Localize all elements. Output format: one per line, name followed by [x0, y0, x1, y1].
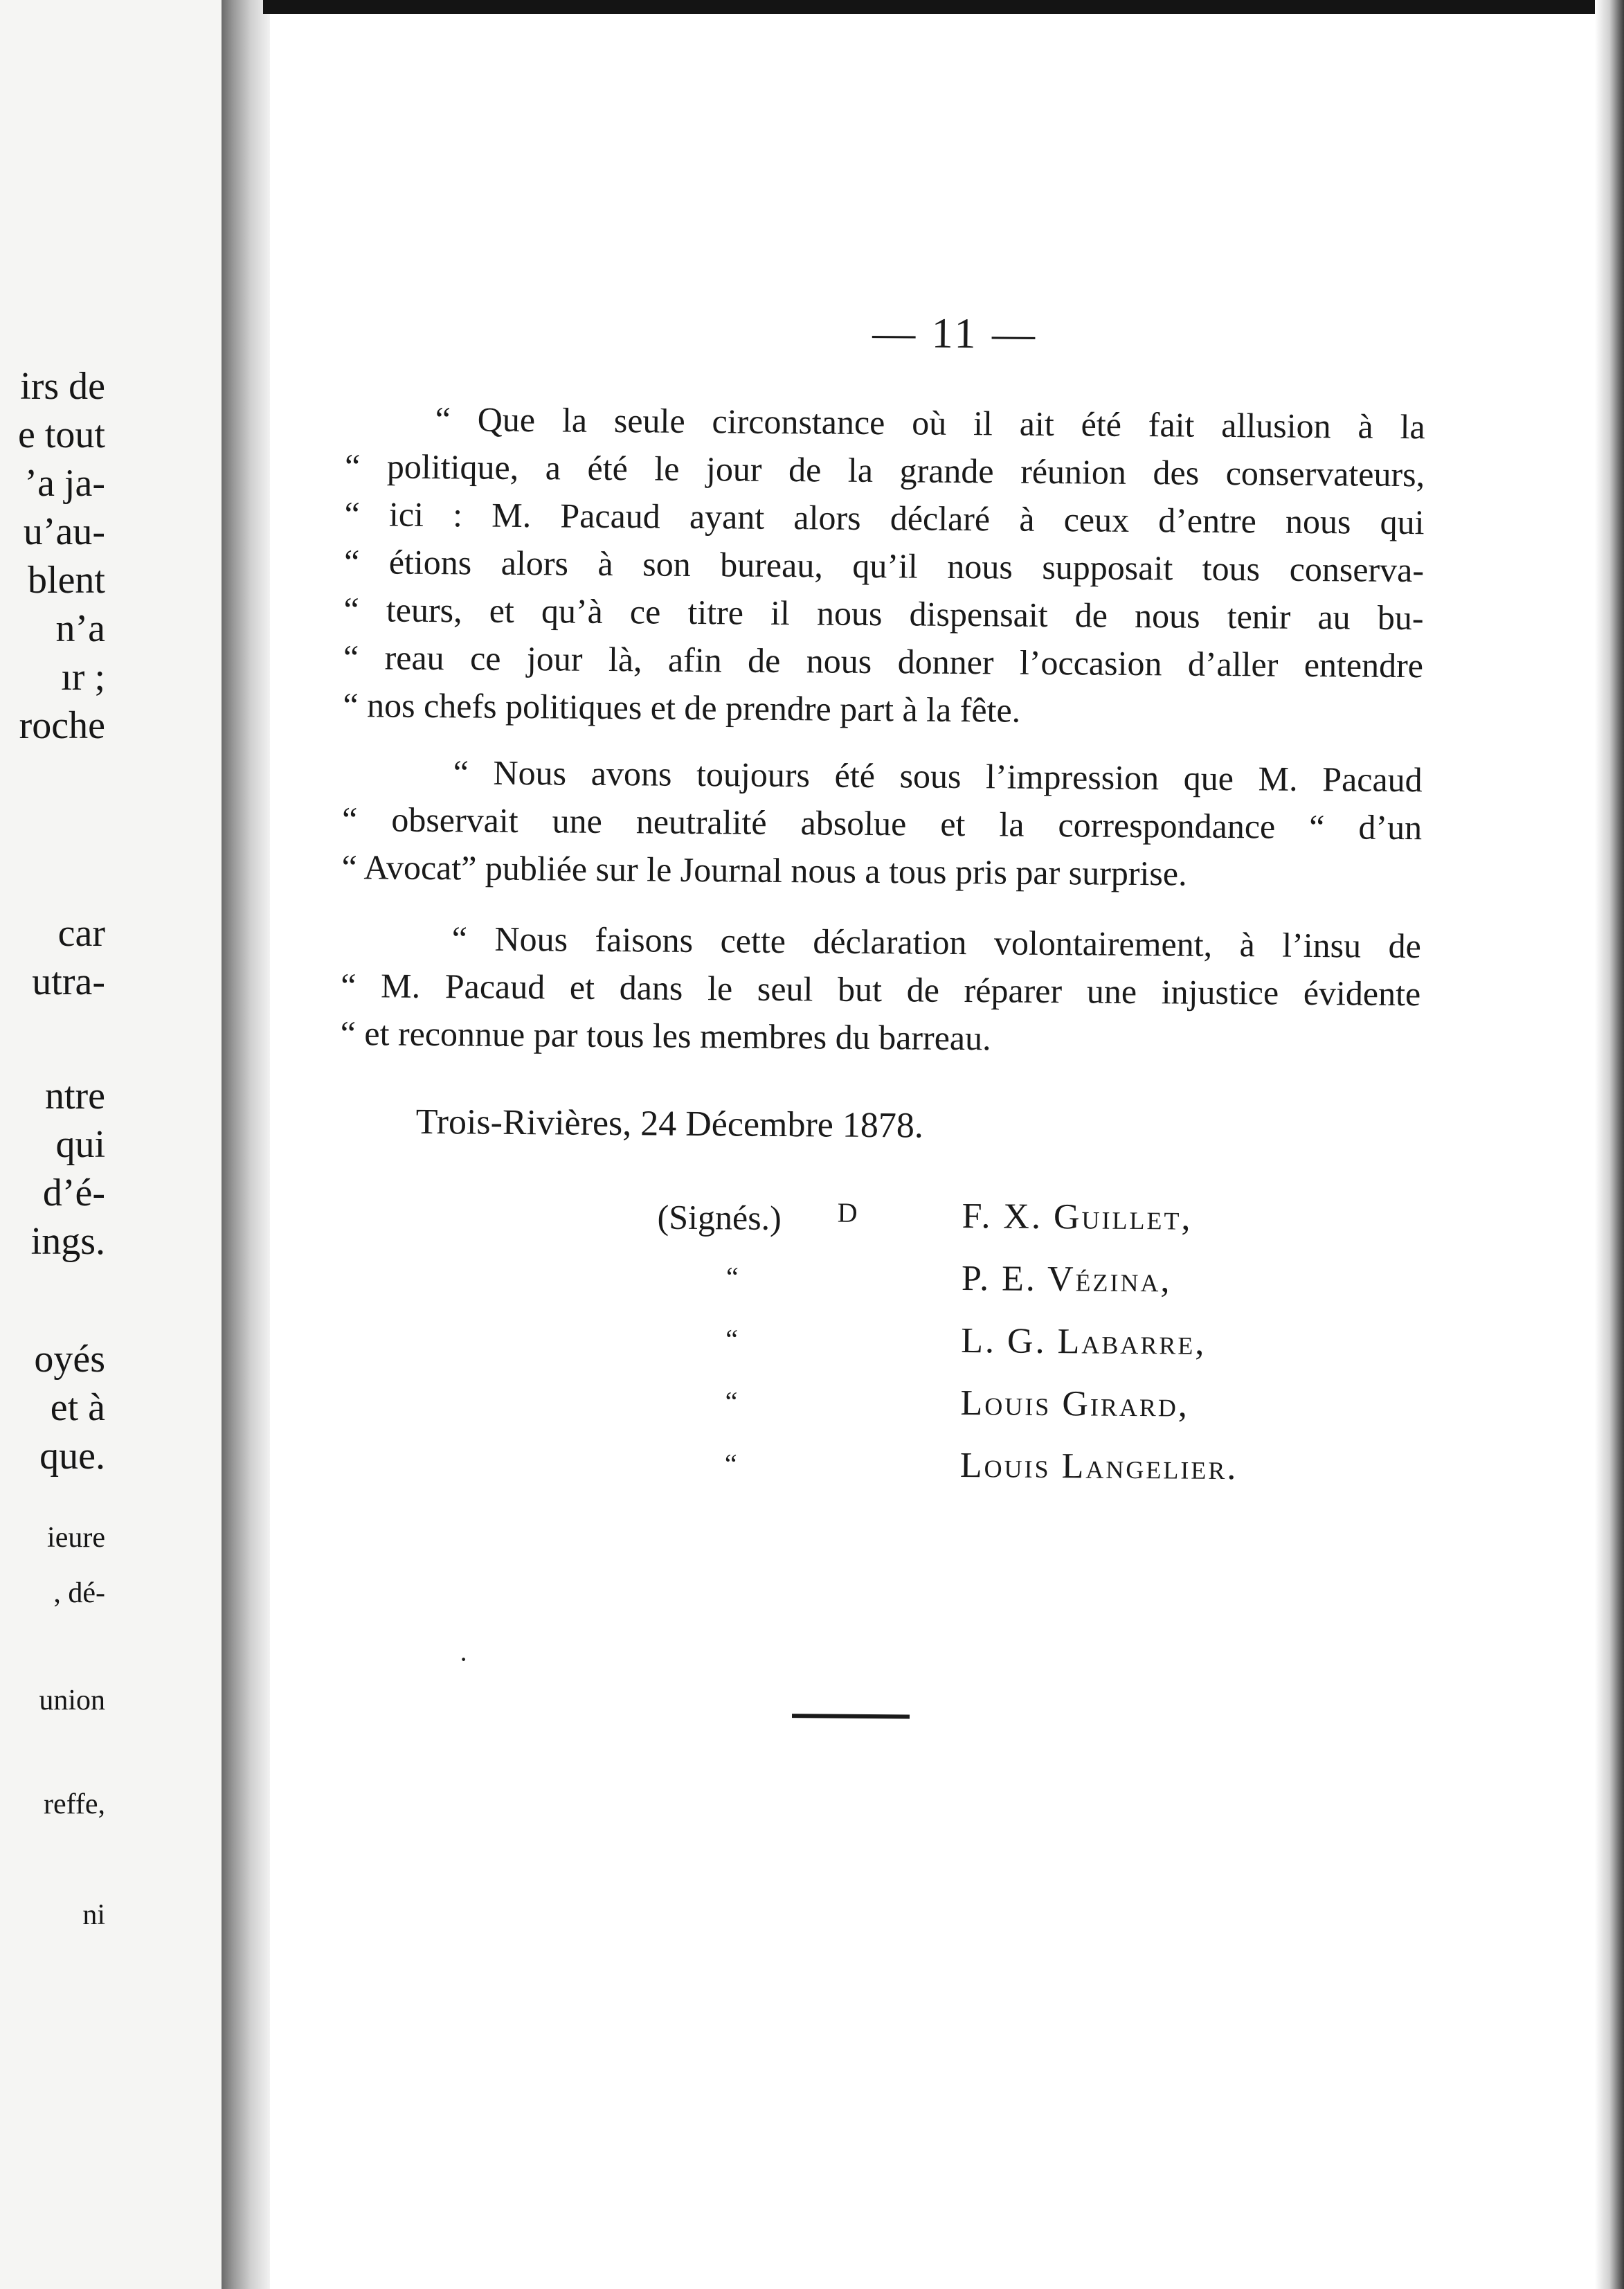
text-line: “ politique, a été le jour de la grande réunion des conservateurs, — [344, 446, 1425, 494]
facing-page-text: et à — [50, 1386, 105, 1429]
facing-page-text: utra- — [32, 960, 105, 1003]
page-right-edge — [1595, 0, 1624, 2289]
signature-row — [339, 1191, 1419, 1255]
facing-page-text: oyés — [34, 1338, 105, 1381]
facing-page-text: roche — [19, 704, 105, 747]
facing-page-text: ieure — [47, 1522, 105, 1554]
text-line: “ Nous avons toujours été sous l’impression que M. Pacaud — [453, 753, 1423, 800]
paragraph-3 — [340, 914, 1421, 1066]
facing-page-text: n’a — [55, 607, 105, 650]
facing-page-text: ntre — [44, 1075, 105, 1117]
signature-name: P. E. Vézina, — [961, 1259, 1172, 1300]
facing-page-text: e tout — [18, 413, 105, 456]
text-line: “ nos chefs politiques et de prendre part à la fête. — [343, 685, 1021, 730]
ditto-mark: D — [837, 1196, 858, 1228]
facing-page-text: d’é- — [42, 1172, 105, 1214]
facing-page-text: ır ; — [61, 656, 105, 699]
facing-page-text: ’a ja- — [24, 462, 105, 505]
facing-page-text: u’au- — [23, 510, 105, 553]
paragraph-2 — [341, 748, 1423, 899]
text-line: “ Que la seule circonstance où il ait été fait allusion à la — [435, 400, 1425, 447]
text-line: “ observait une neutralité absolue et la correspondance “ d’un — [341, 799, 1423, 847]
ditto-mark: “ — [724, 1448, 737, 1480]
page-top-edge — [263, 0, 1624, 14]
text-line: “ teurs, et qu’à ce titre il nous dispensait de nous tenir au bu- — [343, 589, 1424, 638]
book-gutter — [222, 0, 270, 2289]
paragraph-1 — [343, 395, 1425, 737]
signature-row — [338, 1316, 1418, 1379]
text-line: “ ici : M. Pacaud ayant alors déclaré à ceux d’entre nous qui — [344, 494, 1425, 542]
facing-page-text: , dé- — [53, 1577, 105, 1609]
ditto-mark: “ — [725, 1323, 739, 1355]
ditto-mark: “ — [725, 1385, 738, 1417]
signature-row — [337, 1378, 1418, 1442]
facing-page-text: qui — [55, 1123, 105, 1166]
closing-rule — [792, 1714, 910, 1718]
text-line: “ M. Pacaud et dans le seul but de réparer une injustice évidente — [341, 965, 1421, 1014]
signature-name: F. X. Guillet, — [962, 1196, 1193, 1238]
text-line: “ Avocat” publiée sur le Journal nous a tous pris par surprise. — [341, 847, 1187, 893]
facing-page-text: irs de — [20, 365, 105, 408]
signature-row — [339, 1253, 1419, 1317]
facing-page-text: ni — [82, 1899, 105, 1931]
text-line: “ et reconnue par tous les membres du barreau. — [340, 1013, 991, 1058]
signature-row — [336, 1440, 1417, 1504]
page-content — [340, 305, 1426, 1667]
signature-name: L. G. Labarre, — [961, 1321, 1207, 1363]
facing-page-text: car — [57, 912, 105, 955]
facing-page-text: blent — [28, 559, 105, 602]
text-line: “ reau ce jour là, afin de nous donner l’occasion d’aller entendre — [343, 637, 1424, 685]
facing-page — [0, 0, 228, 2289]
text-line: “ étions alors à son bureau, qu’il nous supposait tous conserva- — [343, 541, 1425, 590]
facing-page-text: ings. — [30, 1220, 105, 1263]
page-number: — 11 — — [872, 309, 1038, 358]
facing-page-text: reffe, — [44, 1788, 105, 1820]
signature-name: Louis Langelier. — [959, 1446, 1238, 1488]
facing-page-text: que. — [39, 1435, 105, 1478]
facing-page-text: union — [39, 1685, 105, 1716]
text-line: “ Nous faisons cette déclaration volontairement, à l’insu de — [451, 919, 1421, 966]
signes-label: (Signés.) — [657, 1197, 782, 1237]
ditto-mark: “ — [725, 1261, 739, 1293]
date-line: Trois-Rivières, 24 Décembre 1878. — [415, 1102, 924, 1146]
stray-dot: . — [460, 1635, 467, 1667]
signature-name: Louis Girard, — [960, 1383, 1190, 1425]
